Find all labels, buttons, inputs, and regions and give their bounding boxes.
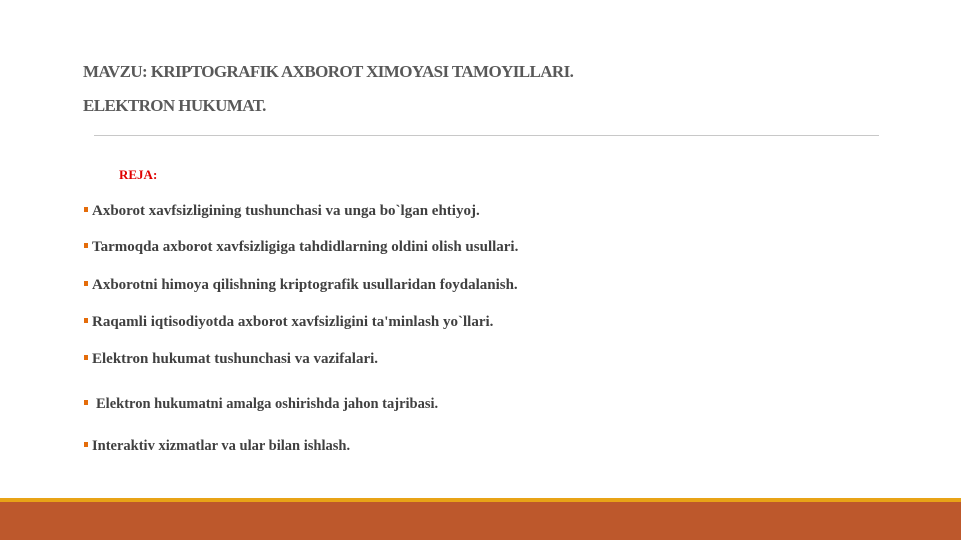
plan-item-text: Tarmoqda axborot xavfsizligiga tahdidlarning oldini olish usullari. (92, 239, 519, 255)
plan-item-text: Axborot xavfsizligining tushunchasi va unga bo`lgan ehtiyoj. (92, 203, 480, 219)
plan-item-text: Raqamli iqtisodiyotda axborot xavfsizligini ta'minlash yo`llari. (92, 314, 494, 330)
plan-item (84, 351, 378, 368)
plan-item-text: Interaktiv xizmatlar va ular bilan ishlash. (92, 438, 351, 454)
plan-item (84, 239, 518, 256)
footer-band (0, 502, 961, 540)
slide-title-line-2: ELEKTRON HUKUMAT. (83, 96, 266, 115)
plan-item (84, 277, 518, 294)
plan-item-text: Axborotni himoya qilishning kriptografik usullaridan foydalanish. (92, 277, 518, 293)
slide-title-line-1: MAVZU: KRIPTOGRAFIK AXBOROT XIMOYASI TAMOYILLARI. (83, 62, 574, 81)
bullet-square-icon (84, 318, 88, 323)
plan-label: REJA: (119, 167, 158, 182)
plan-item-text: Elektron hukumatni amalga oshirishda jahon tajribasi. (96, 396, 439, 412)
bullet-square-icon (84, 243, 88, 248)
plan-item-text: Elektron hukumat tushunchasi va vazifalari. (92, 351, 379, 367)
plan-item (84, 203, 480, 220)
bullet-square-icon (84, 442, 88, 447)
plan-item (84, 438, 350, 455)
bullet-square-icon (84, 400, 88, 405)
bullet-square-icon (84, 207, 88, 212)
plan-item (84, 396, 438, 413)
plan-item (84, 314, 493, 331)
bullet-square-icon (84, 355, 88, 360)
bullet-square-icon (84, 281, 88, 286)
title-divider (94, 135, 879, 136)
